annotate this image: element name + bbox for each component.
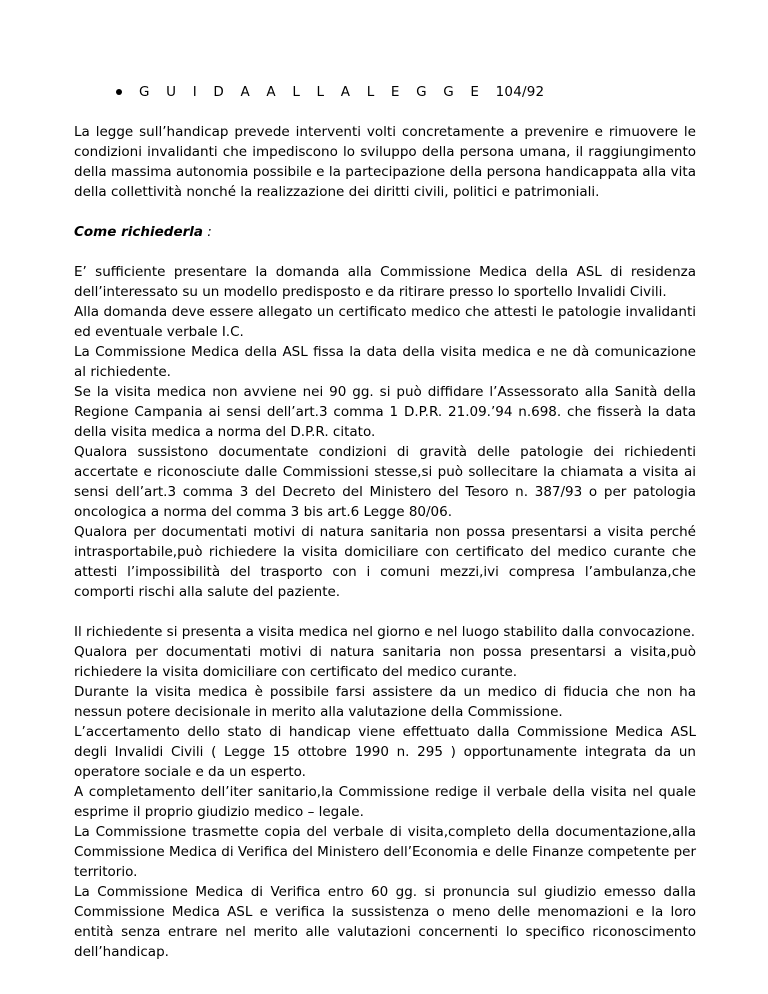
paragraph: Se la visita medica non avviene nei 90 gg. si può diffidare l’Assessorato alla Sanità della Regione Campania ai sensi dell’art.3 comma 1 D.P.R. 21.09.’94 n.698. che fisserà la data della visita medica a norma del D.P.R. citato. [74, 384, 696, 440]
paragraph: A completamento dell’iter sanitario,la Commissione redige il verbale della visita nel quale esprime il proprio giudizio medico – legale. [74, 784, 696, 820]
bullet-icon [116, 89, 122, 95]
paragraph: Il richiedente si presenta a visita medica nel giorno e nel luogo stabilito dalla convocazione. [74, 624, 696, 640]
paragraph: Qualora per documentati motivi di natura sanitaria non possa presentarsi a visita perché intrasportabile,può richiedere la visita domiciliare con certificato del medico curante che attesti l’impossibilità del trasporto con i comuni mezzi,ivi compresa l’ambulanza,che comporti rischi alla salute del paziente. [74, 524, 696, 600]
paragraph: Durante la visita medica è possibile farsi assistere da un medico di fiducia che non ha nessun potere decisionale in merito alla valutazione della Commissione. [74, 684, 696, 720]
title-row [74, 82, 696, 102]
section-heading [74, 222, 696, 242]
procedure-block-1 [74, 262, 696, 602]
paragraph: Qualora per documentati motivi di natura sanitaria non possa presentarsi a visita,può richiedere la visita domiciliare con certificato del medico curante. [74, 644, 696, 680]
document-page [74, 82, 696, 962]
intro-paragraph: La legge sull’handicap prevede interventi volti concretamente a prevenire e rimuovere le condizioni invalidanti che impediscono lo sviluppo della persona umana, il raggiungimento della massima autonomia possibile e la partecipazione della persona handicappata alla vita della collettività nonché la realizzazione dei diritti civili, politici e patrimoniali. [74, 124, 696, 200]
paragraph: L’accertamento dello stato di handicap viene effettuato dalla Commissione Medica ASL degli Invalidi Civili ( Legge 15 ottobre 1990 n. 295 ) opportunamente integrata da un operatore sociale e da un esperto. [74, 724, 696, 780]
paragraph: Alla domanda deve essere allegato un certificato medico che attesti le patologie invalidanti ed eventuale verbale I.C. [74, 304, 696, 340]
section-heading-colon: : [203, 224, 212, 240]
paragraph: La Commissione Medica di Verifica entro 60 gg. si pronuncia sul giudizio emesso dalla Commissione Medica ASL e verifica la sussistenza o meno delle menomazioni e la loro entità senza entrare nel merito alle valutazioni concernenti lo specifico riconoscimento dell’handicap. [74, 884, 696, 960]
document-title: G U I D A A L L A L E G G E 104/92 [139, 84, 545, 100]
paragraph: Qualora sussistono documentate condizioni di gravità delle patologie dei richiedenti accertate e riconosciute dalle Commissioni stesse,si può sollecitare la chiamata a visita ai sensi dell’art.3 comma 3 del Decreto del Ministero del Tesoro n. 387/93 o per patologia oncologica a norma del comma 3 bis art.6 Legge 80/06. [74, 444, 696, 520]
paragraph: La Commissione Medica della ASL fissa la data della visita medica e ne dà comunicazione al richiedente. [74, 344, 696, 380]
paragraph: La Commissione trasmette copia del verbale di visita,completo della documentazione,alla Commissione Medica di Verifica del Ministero dell’Economia e delle Finanze competente per territorio. [74, 824, 696, 880]
paragraph: E’ sufficiente presentare la domanda alla Commissione Medica della ASL di residenza dell’interessato su un modello predisposto e da ritirare presso lo sportello Invalidi Civili. [74, 264, 696, 300]
procedure-block-2 [74, 622, 696, 962]
spacer [74, 602, 696, 622]
section-heading-text: Come richiederla [74, 224, 204, 240]
